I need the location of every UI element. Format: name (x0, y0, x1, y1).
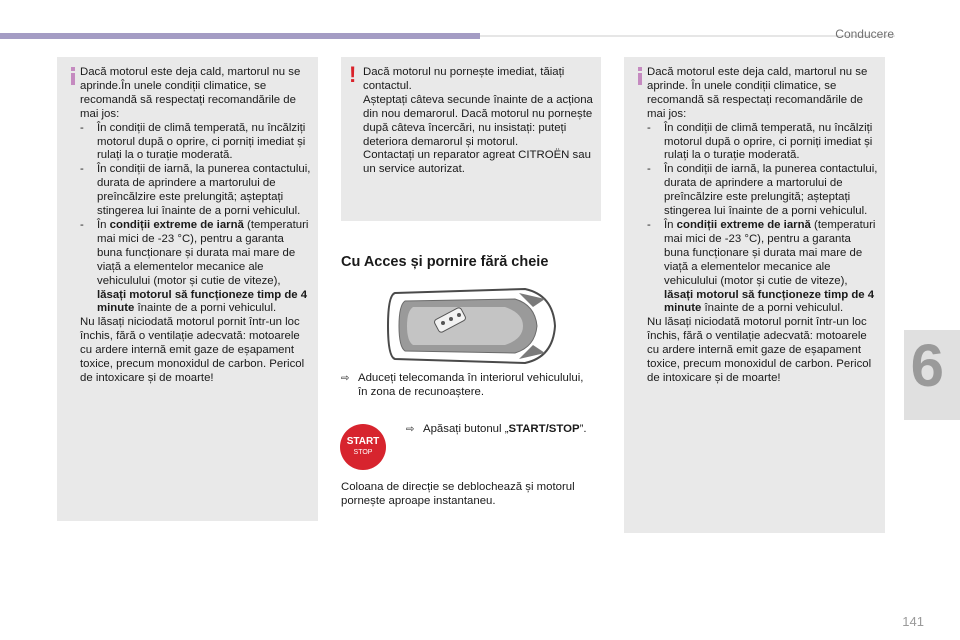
info-item: - În condiții de iarnă, la punerea contactului, durata de aprindere a martorului de preîncălzire este prelungită; așteptați stingerea lui înainte de a porni vehiculul. (80, 163, 312, 219)
info-item: - În condiții de climă temperată, nu încălziți motorul după o oprire, ci porniți imediat și rulați la o turație moderată. (647, 122, 879, 164)
warning-line: Așteptați câteva secunde înainte de a acționa din nou demarorul. Dacă motorul nu pornește după câteva încercări, nu insistați: puteți deteriora demarorul și motorul. (363, 93, 593, 148)
arrow-icon: ⇨ (406, 424, 415, 435)
info-item: - În condiții extreme de iarnă (temperaturi mai mici de -23 °C), pentru a garanta buna funcționare și durata mai mare de viață a elementelor mecanice ale vehiculului (motor și cutie de viteze), lăsați motorul să funcționeze timp de 4 minute înainte de a porni vehiculul. (80, 219, 312, 316)
info-item: - În condiții extreme de iarnă (temperaturi mai mici de -23 °C), pentru a garanta buna funcționare și durata mai mare de viață a elementelor mecanice ale vehiculului (motor și cutie de viteze), lăsați motorul să funcționeze timp de 4 minute înainte de a porni vehiculul. (647, 219, 879, 316)
info-text-right (647, 66, 879, 386)
warning-icon: ! (349, 62, 357, 87)
info-icon (66, 67, 80, 85)
info-item: - În condiții de climă temperată, nu încălziți motorul după o oprire, ci porniți imediat și rulați la o turație moderată. (80, 122, 312, 164)
closing-text: Coloana de direcție se deblochează și motorul pornește aproape instantaneu. (341, 481, 575, 507)
step-2 (406, 423, 596, 437)
info-outro: Nu lăsați niciodată motorul pornit într-un loc închis, fără o ventilație adecvată: motoarele cu ardere internă emit gaze de eșapament toxice, precum monoxidul de carbon. Pericol de intoxicare și de moarte! (80, 316, 305, 384)
page-number: 141 (902, 614, 924, 629)
info-text-left (80, 66, 312, 386)
info-intro: Dacă motorul este deja cald, martorul nu se aprinde.În unele condiții climatice, se recomandă să respectați recomandările de mai jos: (80, 66, 301, 120)
header-rule (480, 35, 895, 37)
step-1 (341, 372, 591, 400)
arrow-icon: ⇨ (341, 373, 350, 384)
chapter-number: 6 (910, 332, 944, 399)
info-icon (633, 67, 647, 85)
start-stop-button-icon (340, 424, 386, 470)
section-title: Conducere (835, 27, 894, 41)
stop-label: STOP (353, 449, 373, 456)
warning-text (363, 66, 593, 177)
warning-line: Contactați un reparator agreat CITROËN sau un service autorizat. (363, 149, 591, 176)
step-2-text: Apăsați butonul „START/STOP”. (423, 423, 587, 435)
warning-line: Dacă motorul nu pornește imediat, tăiați contactul. (363, 66, 565, 92)
start-label: START (346, 436, 380, 447)
car-top-view-illustration (385, 285, 560, 367)
step-1-text: Aduceți telecomanda în interiorul vehiculului, în zona de recunoaștere. (358, 372, 584, 398)
info-item: - În condiții de iarnă, la punerea contactului, durata de aprindere a martorului de preîncălzire este prelungită; așteptați stingerea lui înainte de a porni vehiculul. (647, 163, 879, 219)
section-heading: Cu Acces și pornire fără cheie (341, 254, 549, 270)
info-intro: Dacă motorul este deja cald, martorul nu se aprinde. În unele condiții climatice, se recomandă să respectați recomandările de mai jos: (647, 66, 868, 120)
info-outro: Nu lăsați niciodată motorul pornit într-un loc închis, fără o ventilație adecvată: motoarele cu ardere internă emit gaze de eșapament toxice, precum monoxidul de carbon. Pericol de intoxicare și de moarte! (647, 316, 872, 384)
header-accent-bar (0, 33, 480, 39)
